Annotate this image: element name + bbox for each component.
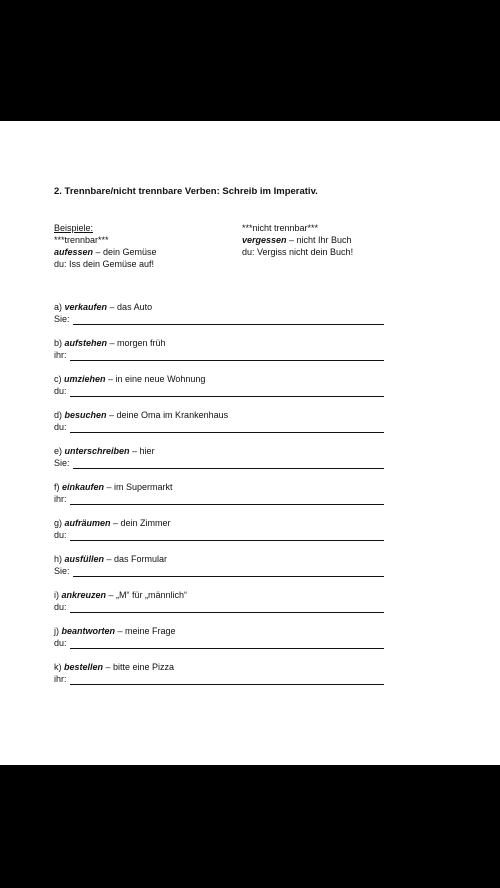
exercise-answer-row bbox=[54, 457, 384, 469]
inseparable-verb: vergessen bbox=[242, 235, 287, 245]
exercise-object: – „M“ für „männlich“ bbox=[106, 590, 188, 600]
exercise-pronoun: Sie: bbox=[54, 314, 70, 324]
separable-example bbox=[54, 222, 157, 270]
exercise-pronoun: ihr: bbox=[54, 674, 67, 684]
exercise-answer-row bbox=[54, 349, 384, 361]
exercise-answer-row bbox=[54, 421, 384, 433]
exercise-verb: ankreuzen bbox=[61, 590, 107, 600]
exercise-pronoun: Sie: bbox=[54, 458, 70, 468]
exercise-item bbox=[54, 373, 384, 409]
exercise-item bbox=[54, 625, 384, 661]
exercise-prompt bbox=[54, 553, 384, 565]
exercise-item bbox=[54, 589, 384, 625]
exercise-answer-row bbox=[54, 493, 384, 505]
separable-answer: du: Iss dein Gemüse auf! bbox=[54, 259, 155, 269]
exercise-item bbox=[54, 445, 384, 481]
separable-label: ***trennbar*** bbox=[54, 235, 109, 245]
exercise-letter: k) bbox=[54, 662, 64, 672]
exercise-object: – bitte eine Pizza bbox=[103, 662, 175, 672]
exercise-answer-row bbox=[54, 313, 384, 325]
exercise-answer-row bbox=[54, 601, 384, 613]
exercise-prompt bbox=[54, 625, 384, 637]
exercise-answer-row bbox=[54, 673, 384, 685]
exercise-prompt bbox=[54, 301, 384, 313]
exercise-object: – deine Oma im Krankenhaus bbox=[106, 410, 229, 420]
exercise-object: – in eine neue Wohnung bbox=[105, 374, 206, 384]
answer-line[interactable] bbox=[73, 457, 384, 469]
exercise-object: – das Formular bbox=[104, 554, 168, 564]
exercise-item bbox=[54, 517, 384, 553]
exercise-letter: g) bbox=[54, 518, 65, 528]
answer-line[interactable] bbox=[73, 565, 384, 577]
exercise-pronoun: du: bbox=[54, 386, 67, 396]
exercise-prompt bbox=[54, 589, 384, 601]
exercise-prompt bbox=[54, 517, 384, 529]
exercise-object: – dein Zimmer bbox=[110, 518, 171, 528]
exercise-letter: f) bbox=[54, 482, 62, 492]
exercise-item bbox=[54, 553, 384, 589]
exercise-pronoun: ihr: bbox=[54, 494, 67, 504]
answer-line[interactable] bbox=[70, 493, 384, 505]
answer-line[interactable] bbox=[73, 313, 384, 325]
exercise-verb: einkaufen bbox=[62, 482, 105, 492]
exercise-prompt bbox=[54, 661, 384, 673]
answer-line[interactable] bbox=[70, 673, 384, 685]
exercise-verb: verkaufen bbox=[64, 302, 108, 312]
exercise-prompt bbox=[54, 373, 384, 385]
exercise-pronoun: du: bbox=[54, 422, 67, 432]
exercise-pronoun: ihr: bbox=[54, 350, 67, 360]
inseparable-example bbox=[242, 222, 353, 258]
exercise-letter: e) bbox=[54, 446, 65, 456]
worksheet-heading: 2. Trennbare/nicht trennbare Verben: Schreib im Imperativ. bbox=[54, 186, 318, 197]
answer-line[interactable] bbox=[70, 421, 384, 433]
exercise-letter: b) bbox=[54, 338, 65, 348]
separable-verb: aufessen bbox=[54, 247, 94, 257]
exercise-prompt bbox=[54, 481, 384, 493]
inseparable-object: – nicht Ihr Buch bbox=[286, 235, 352, 245]
exercise-item bbox=[54, 301, 384, 337]
exercise-object: – hier bbox=[129, 446, 155, 456]
exercise-pronoun: du: bbox=[54, 602, 67, 612]
exercise-verb: beantworten bbox=[61, 626, 116, 636]
exercise-answer-row bbox=[54, 385, 384, 397]
exercise-pronoun: Sie: bbox=[54, 566, 70, 576]
answer-line[interactable] bbox=[70, 529, 384, 541]
exercise-item bbox=[54, 481, 384, 517]
exercise-verb: besuchen bbox=[64, 410, 107, 420]
exercise-object: – das Auto bbox=[107, 302, 153, 312]
exercise-verb: bestellen bbox=[64, 662, 104, 672]
exercise-item bbox=[54, 337, 384, 373]
exercise-object: – im Supermarkt bbox=[104, 482, 173, 492]
answer-line[interactable] bbox=[70, 349, 384, 361]
worksheet-page bbox=[0, 121, 500, 765]
exercise-pronoun: du: bbox=[54, 638, 67, 648]
answer-line[interactable] bbox=[70, 601, 384, 613]
examples-title: Beispiele: bbox=[54, 223, 94, 233]
exercise-item bbox=[54, 661, 384, 697]
exercise-pronoun: du: bbox=[54, 530, 67, 540]
answer-line[interactable] bbox=[70, 637, 384, 649]
exercise-letter: a) bbox=[54, 302, 65, 312]
exercise-answer-row bbox=[54, 637, 384, 649]
exercise-letter: i) bbox=[54, 590, 62, 600]
exercise-prompt bbox=[54, 337, 384, 349]
exercise-verb: aufstehen bbox=[64, 338, 108, 348]
exercise-answer-row bbox=[54, 565, 384, 577]
exercise-letter: c) bbox=[54, 374, 64, 384]
exercise-answer-row bbox=[54, 529, 384, 541]
exercise-verb: ausfüllen bbox=[64, 554, 105, 564]
exercise-item bbox=[54, 409, 384, 445]
inseparable-answer: du: Vergiss nicht dein Buch! bbox=[242, 247, 354, 257]
exercise-verb: umziehen bbox=[64, 374, 106, 384]
answer-line[interactable] bbox=[70, 385, 384, 397]
exercise-letter: d) bbox=[54, 410, 65, 420]
exercise-verb: aufräumen bbox=[64, 518, 111, 528]
exercise-prompt bbox=[54, 445, 384, 457]
exercise-letter: j) bbox=[54, 626, 62, 636]
separable-object: – dein Gemüse bbox=[93, 247, 157, 257]
separable-prompt bbox=[54, 246, 157, 258]
inseparable-prompt bbox=[242, 234, 353, 246]
exercise-list bbox=[54, 301, 384, 697]
exercise-letter: h) bbox=[54, 554, 65, 564]
exercise-object: – meine Frage bbox=[115, 626, 176, 636]
exercise-prompt bbox=[54, 409, 384, 421]
inseparable-label: ***nicht trennbar*** bbox=[242, 223, 319, 233]
exercise-verb: unterschreiben bbox=[64, 446, 130, 456]
exercise-object: – morgen früh bbox=[107, 338, 166, 348]
